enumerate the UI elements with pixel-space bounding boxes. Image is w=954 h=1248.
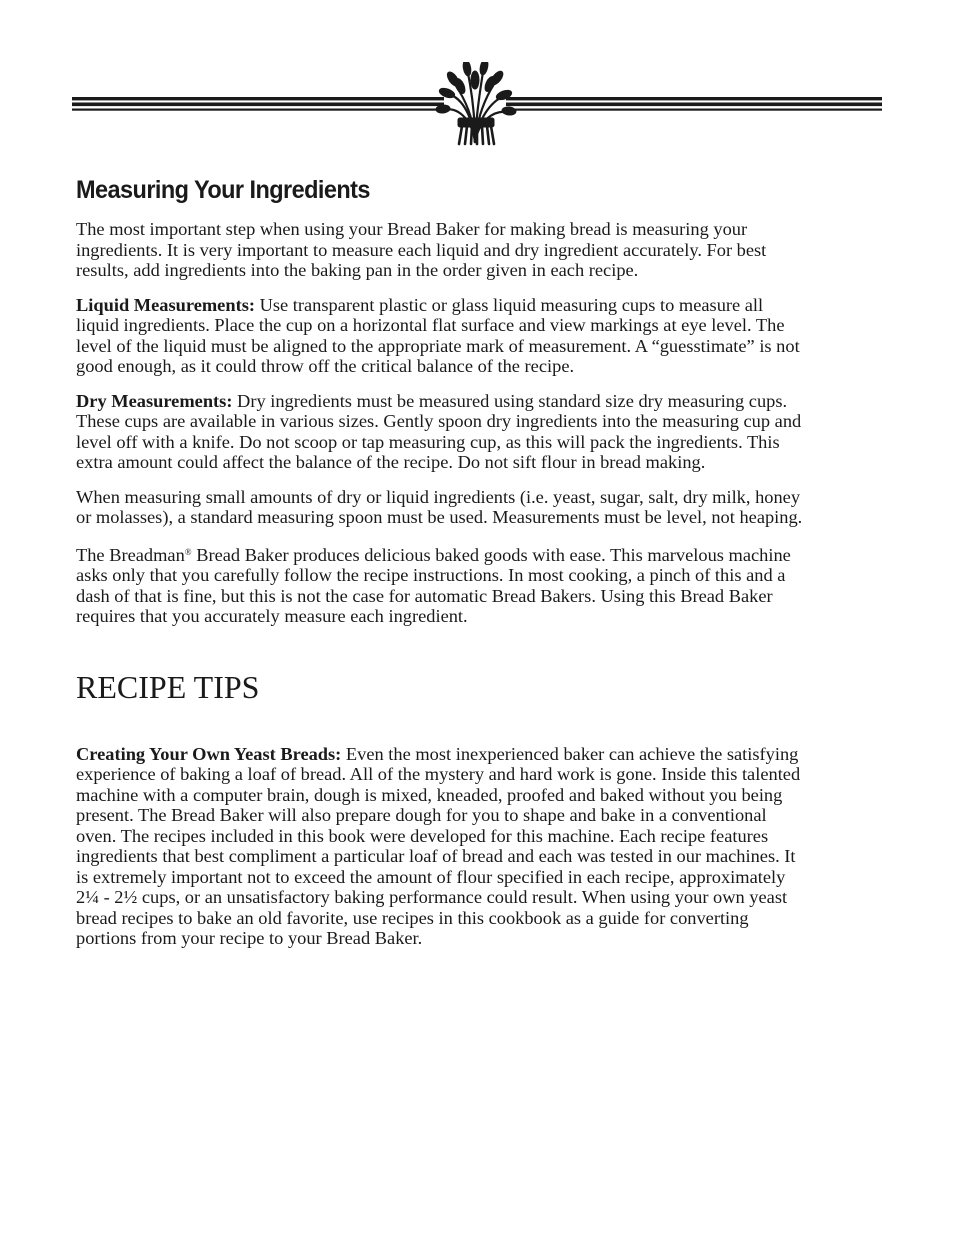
recipe-tips-title: RECIPE TIPS — [76, 668, 260, 705]
breadman-paragraph — [76, 542, 808, 627]
liquid-measurements-paragraph — [76, 295, 808, 377]
wheat-sheaf-icon — [436, 62, 517, 144]
header-rule-right — [506, 97, 882, 111]
header-ornament — [72, 62, 882, 148]
creating-yeast-breads-label: Creating Your Own Yeast Breads: — [76, 743, 342, 764]
liquid-measurements-label: Liquid Measurements: — [76, 294, 255, 315]
breadman-text: Bread Baker produces delicious baked goods with ease. This marvelous machine asks only that you carefully follow the recipe instructions. In most cooking, a pinch of this and a dash of that is fine, but this is not the case for automatic Bread Bakers. Using this Bread Baker requires that you accurately measure each ingredient. — [76, 544, 791, 626]
small-amounts-paragraph: When measuring small amounts of dry or liquid ingredients (i.e. yeast, sugar, salt, dry milk, honey or molasses), a standard measuring spoon must be used. Measurements must be level, not heaping. — [76, 486, 803, 527]
section-heading-measuring: Measuring Your Ingredients — [76, 176, 370, 204]
dry-measurements-paragraph — [76, 391, 808, 473]
intro-paragraph: The most important step when using your Bread Baker for making bread is measuring your ingredients. It is very important to measure each liquid and dry ingredient accurately. For best results, add ingredients into the baking pan in the order given in each recipe. — [76, 219, 767, 280]
page-content — [76, 176, 808, 963]
dry-measurements-label: Dry Measurements: — [76, 390, 233, 411]
breadman-brand: The Breadman — [76, 544, 185, 565]
liquid-measurements-text: Use transparent plastic or glass liquid measuring cups to measure all liquid ingredients. Place the cup on a horizontal flat surface and view markings at eye level. The level of the liquid must be aligned to the appropriate mark of measurement. A “guesstimate” is not good enough, as it could throw off the critical balance of the recipe. — [76, 294, 800, 376]
creating-yeast-breads-paragraph — [76, 744, 808, 949]
dry-measurements-text: Dry ingredients must be measured using standard size dry measuring cups. These cups are available in various sizes. Gently spoon dry ingredients into the measuring cup and level off with a knife. Do not scoop or tap measuring cup, as this will pack the ingredients. This extra amount could affect the balance of the recipe. Do not sift flour in bread making. — [76, 390, 802, 472]
header-rule-left — [72, 97, 444, 111]
registered-mark: ® — [184, 546, 192, 557]
creating-yeast-breads-text: Even the most inexperienced baker can achieve the satisfying experience of baking a loaf of bread. All of the mystery and hard work is gone. Inside this talented machine with a computer brain, dough is mixed, kneaded, proofed and baked without you being present. The Bread Baker will also prepare dough for you to shape and bake in a conventional oven. The recipes included in this book were developed for this machine. Each recipe features ingredients that best compliment a particular loaf of bread and each was tested in our machines. It is extremely important not to exceed the amount of flour specified in each recipe, approximately 2¼ - 2½ cups, or an unsatisfactory baking performance could result. When using your own yeast bread recipes to bake an old favorite, use recipes in this cookbook as a guide for converting portions from your recipe to your Bread Baker. — [76, 743, 801, 948]
